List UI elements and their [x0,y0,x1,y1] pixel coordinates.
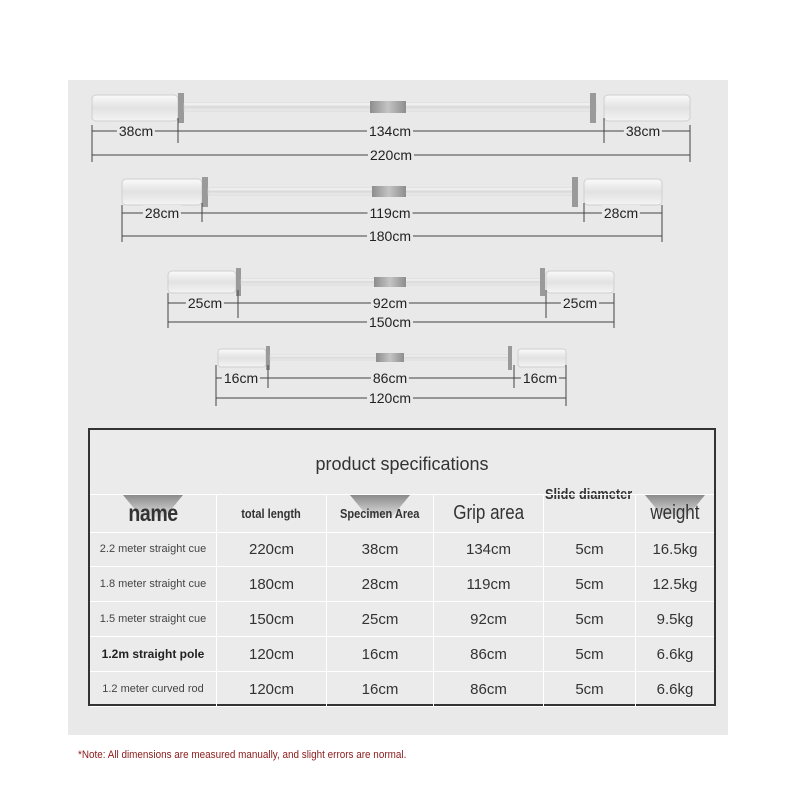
row-name: 1.2m straight pole [90,637,217,672]
bar4-sleeve-right: 16cm [522,370,558,386]
table-header-row [90,494,714,533]
row-grip-area: 92cm [434,602,544,637]
row-weight: 6.6kg [636,637,714,672]
header-slide-cell [544,495,636,533]
header-grip-area: Grip area [434,495,544,533]
bar3-sleeve-right: 25cm [562,295,598,311]
row-weight: 9.5kg [636,602,714,637]
row-specimen-area: 28cm [327,567,434,602]
row-weight: 12.5kg [636,567,714,602]
row-total-length: 220cm [217,532,327,567]
row-name: 1.2 meter curved rod [90,672,217,707]
row-specimen-area: 38cm [327,532,434,567]
row-slide-diameter: 5cm [544,672,636,707]
row-name: 1.8 meter straight cue [90,567,217,602]
table-row [90,602,714,637]
bar4-grip: 86cm [372,370,408,386]
header-name: name [90,495,217,533]
header-total-length: total length [217,495,327,533]
row-name: 1.5 meter straight cue [90,602,217,637]
table-title: product specifications [315,454,489,474]
bar1-sleeve-right: 38cm [625,123,661,139]
bar3-grip: 92cm [372,295,408,311]
table-row [90,567,714,602]
header-slide-diameter: Slide diameter [545,486,633,503]
measurement-note: *Note: All dimensions are measured manually, and slight errors are normal. [78,749,407,761]
row-grip-area: 86cm [434,637,544,672]
row-total-length: 150cm [217,602,327,637]
barbell-150 [168,268,614,296]
barbell-220 [92,93,690,123]
bar1-grip: 134cm [368,123,412,139]
row-grip-area: 86cm [434,672,544,707]
barbell-180 [122,177,662,207]
bar2-sleeve-right: 28cm [603,205,639,221]
row-slide-diameter: 5cm [544,602,636,637]
bar4-sleeve-left: 16cm [223,370,259,386]
bar4-total: 120cm [368,390,412,406]
row-specimen-area: 16cm [327,637,434,672]
row-weight: 6.6kg [636,672,714,707]
row-grip-area: 134cm [434,532,544,567]
spec-table [88,428,716,706]
table-row [90,637,714,672]
row-specimen-area: 16cm [327,672,434,707]
bar1-sleeve-left: 38cm [118,123,154,139]
bar2-grip: 119cm [369,205,411,221]
row-total-length: 180cm [217,567,327,602]
bar1-total: 220cm [369,147,413,163]
table-row [90,532,714,567]
row-name: 2.2 meter straight cue [90,532,217,567]
bar3-sleeve-left: 25cm [187,295,223,311]
table-row [90,672,714,707]
row-slide-diameter: 5cm [544,532,636,567]
row-total-length: 120cm [217,672,327,707]
row-slide-diameter: 5cm [544,637,636,672]
row-grip-area: 119cm [434,567,544,602]
row-specimen-area: 25cm [327,602,434,637]
row-slide-diameter: 5cm [544,567,636,602]
row-total-length: 120cm [217,637,327,672]
bar3-total: 150cm [368,314,412,330]
bar2-sleeve-left: 28cm [144,205,180,221]
header-specimen-area: Specimen Area [327,495,434,533]
header-weight: weight [636,495,714,533]
bar2-total: 180cm [368,228,412,244]
row-weight: 16.5kg [636,532,714,567]
